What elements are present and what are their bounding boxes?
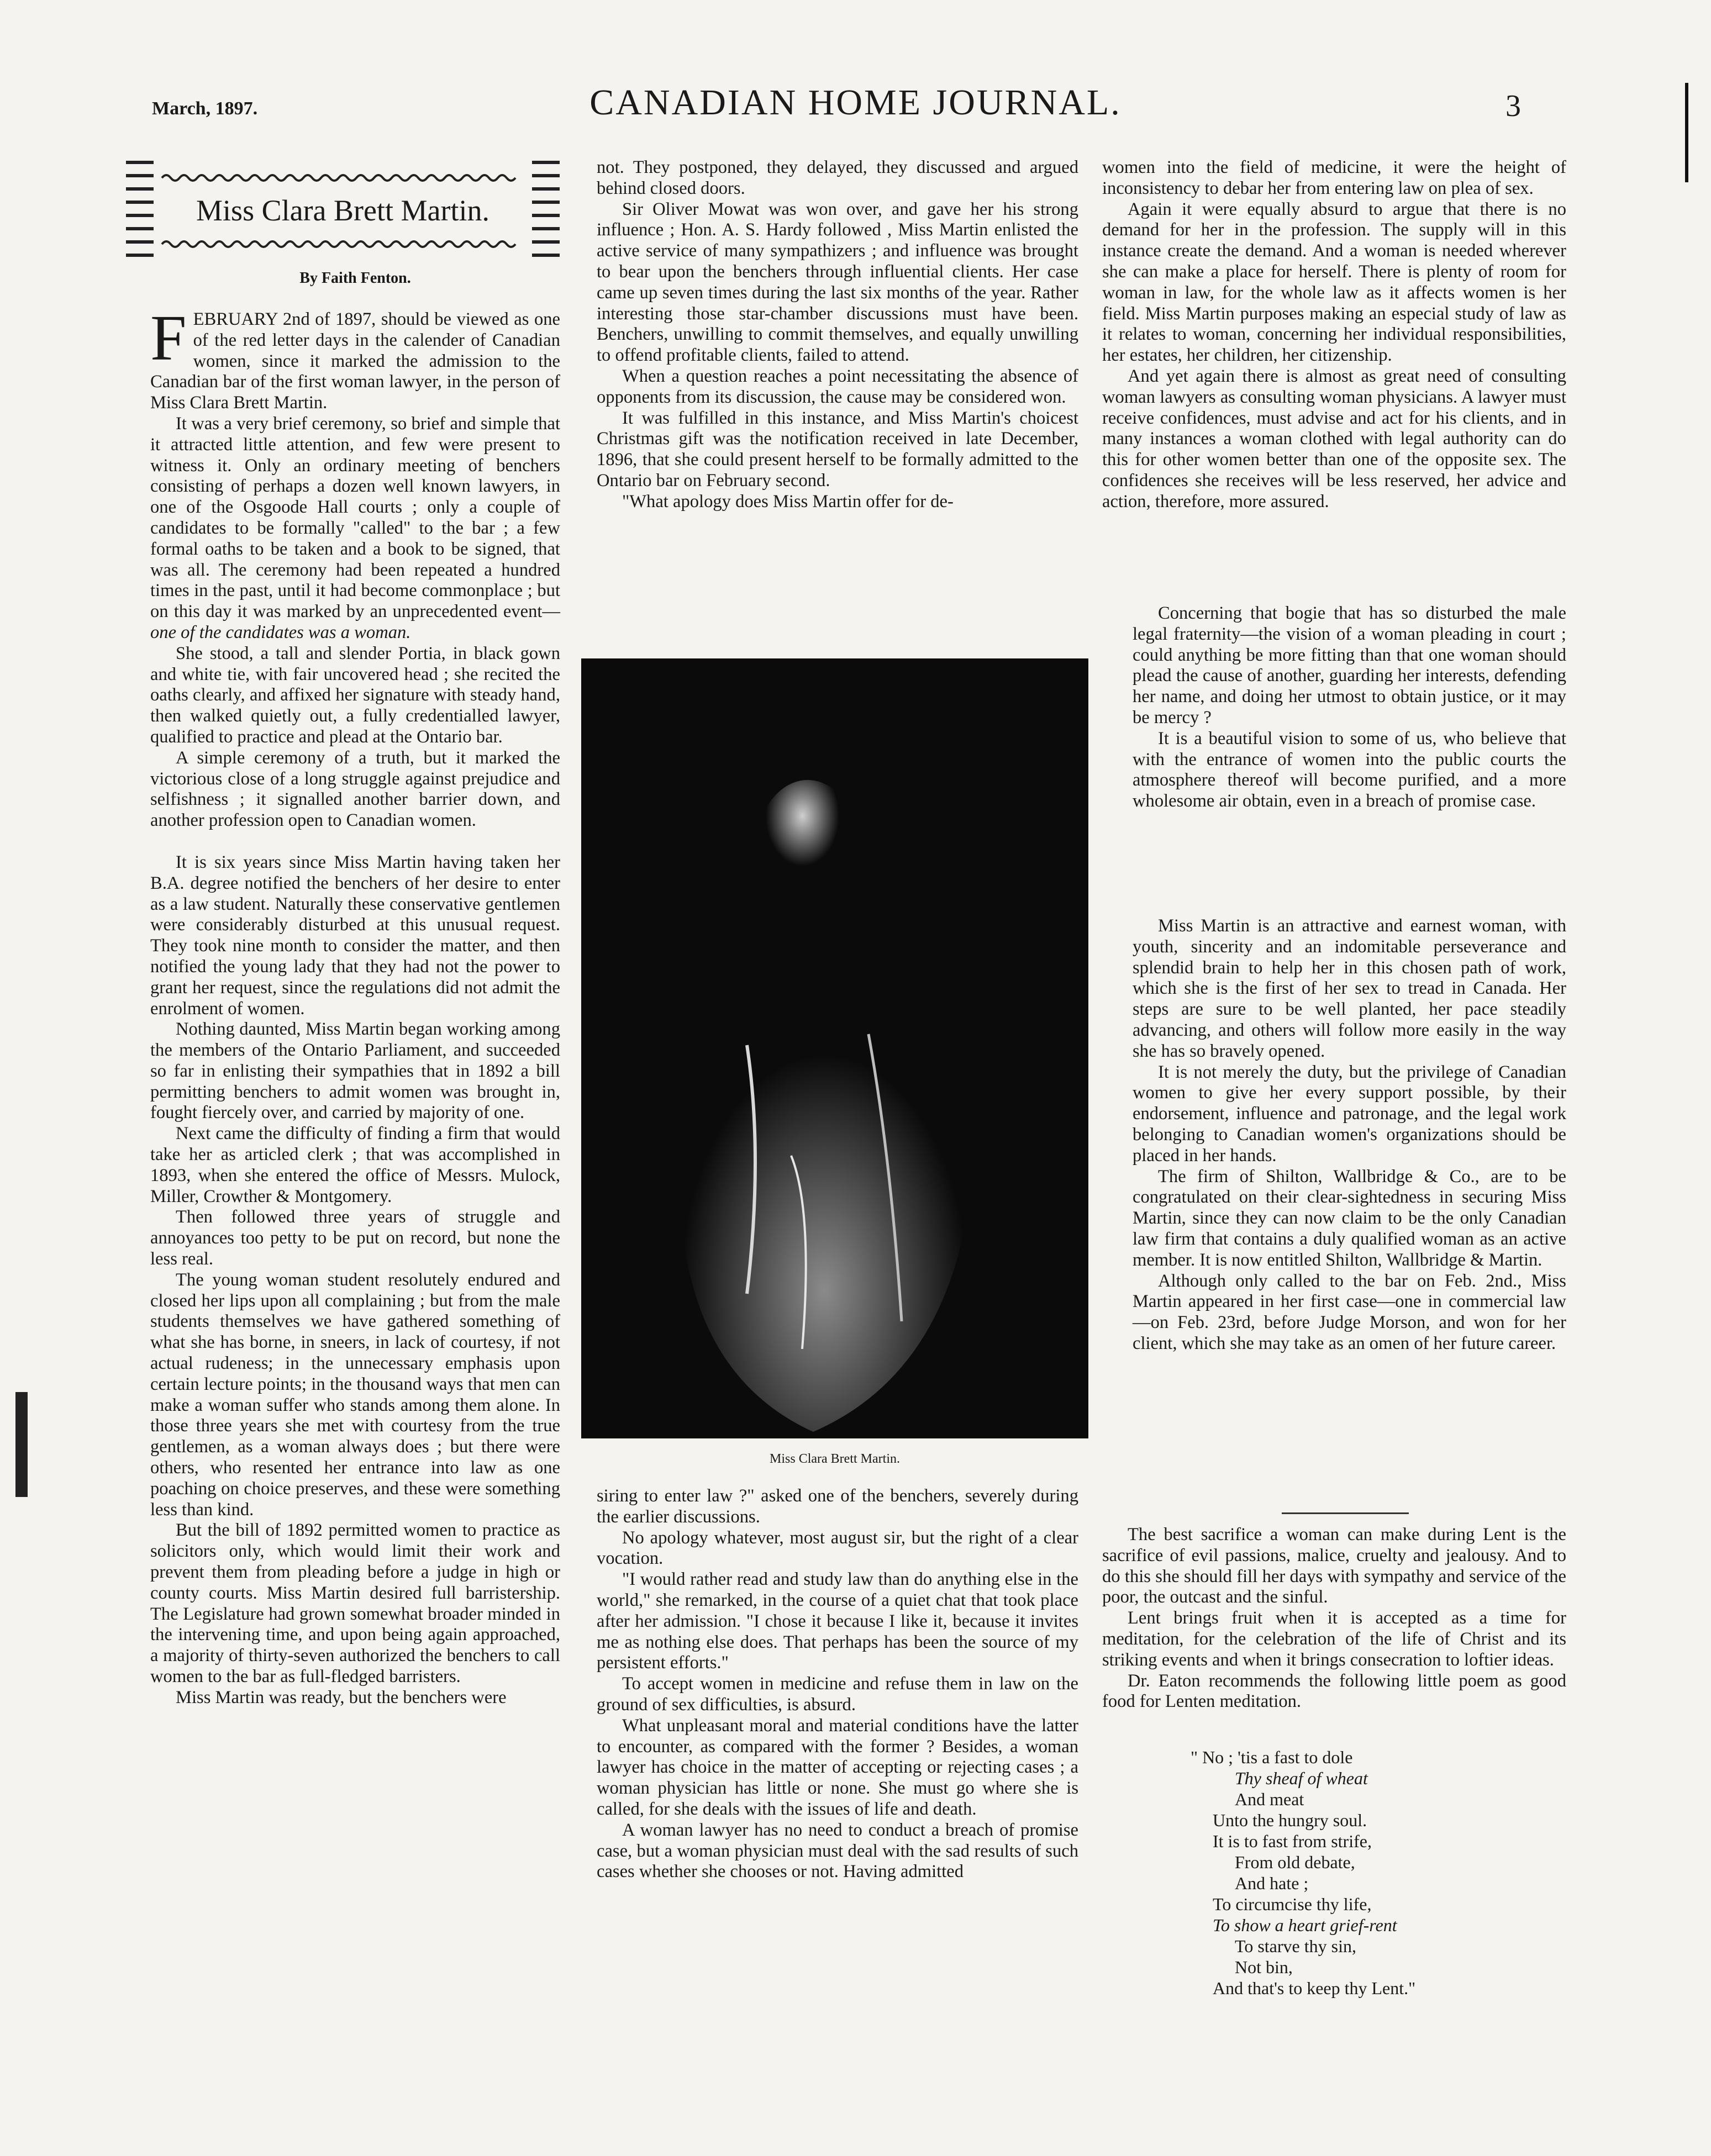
lent-paragraph: Lent brings fruit when it is accepted as a time for meditation, for the celebration of the life of Christ and its striking events and when it brings consecration to loftier ideas.: [1102, 1608, 1566, 1670]
article-paragraph: It was fulfilled in this instance, and Miss Martin's choicest Christmas gift was the notification received in late December, 1896, that she could present herself to be formally admitted to the Ontario bar on February second.: [597, 408, 1078, 491]
article-paragraph: The firm of Shilton, Wallbridge & Co., are to be congratulated on their clear-sightedness in securing Miss Martin, since they can now claim to be the only Canadian law firm that contains a duly qualified woman as an active member. It is now entitled Shilton, Wallbridge & Martin.: [1133, 1166, 1566, 1270]
poem-line: It is to fast from strife,: [1213, 1831, 1372, 1851]
section-divider: [1282, 1512, 1409, 1514]
article-paragraph: women into the field of medicine, it were the height of inconsistency to debar her from entering law on plea of sex.: [1102, 157, 1566, 198]
article-paragraph: It is a beautiful vision to some of us, who believe that with the entrance of women into the public courts the atmosphere thereof will become purified, and a more wholesome air obtain, even in a breach of promise case.: [1133, 728, 1566, 811]
article-paragraph: And yet again there is almost as great need of consulting woman lawyers as consulting woman physicians. A lawyer must receive confidences, must advise and act for his clients, and in many instances a woman clothed with legal authority can do this for other women better than one of the opposite sex. The confidences she receives will be less reserved, her advice and action, therefore, more assured.: [1102, 366, 1566, 512]
poem-line: Unto the hungry soul.: [1213, 1810, 1367, 1830]
article-paragraph: A woman lawyer has no need to conduct a breach of promise case, but a woman physician must deal with the sad results of such cases whether she chooses or not. Having admitted: [597, 1820, 1078, 1882]
article-paragraph: "What apology does Miss Martin offer for de-: [622, 491, 954, 512]
article-paragraph: Again it were equally absurd to argue that there is no demand for her in the profession. The supply will in this instance create the demand. And a woman is needed wherever she can make a place for herself. There is plenty of room for woman in law, for the whole law as it affects women is her field. Miss Martin purposes making an especial study of law as it relates to woman, concerning her individual responsibilities, her estates, her children, her citizenship.: [1102, 199, 1566, 366]
poem-line: Thy sheaf of wheat: [1235, 1768, 1368, 1788]
issue-date: March, 1897.: [152, 98, 258, 119]
article-paragraph: siring to enter law ?" asked one of the benchers, severely during the earlier discussions.: [597, 1486, 1078, 1527]
poem-line: From old debate,: [1235, 1852, 1355, 1872]
poem-line: And that's to keep thy Lent.": [1213, 1978, 1416, 1998]
article-paragraph: When a question reaches a point necessitating the absence of opponents from its discussion, the cause may be considered won.: [597, 366, 1078, 407]
article-paragraph: A simple ceremony of a truth, but it marked the victorious close of a long struggle against prejudice and selfishness ; it signalled another barrier down, and another profession open to Canadian women.: [150, 747, 560, 831]
article-paragraph: "I would rather read and study law than do anything else in the world," she remarked, in the course of a quiet chat that took place after her admission. "I chose it because I like it, because it invites me as nothing else does. That perhaps has been the source of my persistent efforts.": [597, 1569, 1078, 1673]
article-title: Miss Clara Brett Martin.: [196, 194, 489, 227]
article-paragraph: Nothing daunted, Miss Martin began working among the members of the Ontario Parliament, and succeeded so far in enlisting their sympathies that in 1892 a bill permitting benchers to admit women was brought in, fought fiercely over, and carried by majority of one.: [150, 1019, 560, 1123]
poem-line: To starve thy sin,: [1235, 1936, 1356, 1956]
article-paragraph: No apology whatever, most august sir, but the right of a clear vocation.: [597, 1527, 1078, 1569]
drop-cap: F: [150, 302, 187, 374]
poem-line: To circumcise thy life,: [1213, 1894, 1372, 1914]
article-paragraph: The young woman student resolutely endured and closed her lips upon all complaining ; but from the male students themselves we have gathered something of what she has borne, in sneers, in lack of courtesy, if not actual rudeness; in the unnecessary emphasis upon certain lecture points; in the thousand ways that men can make a woman suffer who stands among them alone. In those three years she met with courtesy from the true gentlemen, as a woman always does ; but there were others, who resented her entrance into law as one poaching on choice preserves, and these were something less than kind.: [150, 1269, 560, 1520]
article-paragraph: Then followed three years of struggle and annoyances too petty to be put on record, but none the less real.: [150, 1207, 560, 1269]
article-title-box: [123, 156, 562, 265]
article-column-2-bottom: [597, 1486, 1078, 1883]
lent-article: [1102, 1525, 1566, 1712]
article-paragraph: FEBRUARY 2nd of 1897, should be viewed as one of the red letter days in the calender of Canadian women, since it marked the admission to the Canadian bar of the first woman lawyer, in the person of Miss Clara Brett Martin.: [150, 302, 560, 413]
portrait-photo: [581, 658, 1088, 1438]
article-column-3-mid: [1133, 603, 1566, 812]
lent-paragraph: Dr. Eaton recommends the following little poem as good food for Lenten meditation.: [1102, 1670, 1566, 1712]
page-number: 3: [1505, 89, 1521, 123]
poem-line: And hate ;: [1235, 1873, 1309, 1893]
article-paragraph: To accept women in medicine and refuse them in law on the ground of sex difficulties, is absurd.: [597, 1674, 1078, 1715]
article-paragraph: Although only called to the bar on Feb. 2nd., Miss Martin appeared in her first case—one in commercial law—on Feb. 23rd, before Judge Morson, and won for her client, which she may take as an omen of her future career.: [1133, 1271, 1566, 1353]
article-paragraph: But the bill of 1892 permitted women to practice as solicitors only, which would limit their work and prevent them from pleading before a judge in high or county courts. Miss Martin desired full barristership. The Legislature had grown somewhat broader minded in the intervening time, and upon being again approached, a majority of thirty-seven authorized the benchers to call women to the bar as full-fledged barristers.: [150, 1520, 560, 1686]
article-column-1: [150, 302, 560, 1709]
portrait-figure-image: [581, 658, 1088, 1438]
poem-line: Not bin,: [1235, 1957, 1293, 1977]
article-paragraph: Next came the difficulty of finding a firm that would take her as articled clerk ; that was accomplished in 1893, when she entered the office of Messrs. Mulock, Miller, Crowther & Montgomery.: [150, 1124, 560, 1206]
article-paragraph: Miss Martin was ready, but the benchers were: [176, 1687, 507, 1707]
article-paragraph: It is six years since Miss Martin having taken her B.A. degree notified the benchers of her desire to enter as a law student. Naturally these conservative gentlemen were considerably disturbed at this unusual request. They took nine month to consider the matter, and then notified the young lady that they had not the power to grant her request, since the regulations did not admit the enrolment of women.: [150, 852, 560, 1019]
article-paragraph: Sir Oliver Mowat was won over, and gave her his strong influence ; Hon. A. S. Hardy followed , Miss Martin enlisted the active service of many sympathizers ; and influence was brought to bear upon the benchers through influential clients. Her case came up seven times during the last six months of the year. Rather interesting those star-chamber discussions must have been. Benchers, unwilling to commit themselves, and equally unwilling to offend profitable clients, failed to attend.: [597, 199, 1078, 366]
photo-caption: Miss Clara Brett Martin.: [770, 1452, 900, 1466]
byline: By Faith Fenton.: [299, 270, 411, 287]
article-column-3-lower: [1133, 916, 1566, 1354]
article-column-2-top: [597, 157, 1078, 513]
article-paragraph: Concerning that bogie that has so disturbed the male legal fraternity—the vision of a woman pleading in court ; could anything be more fitting than that one woman should plead the cause of another, guarding her interests, defending her name, and doing her utmost to obtain justice, or it may be mercy ?: [1133, 603, 1566, 728]
article-paragraph: not. They postponed, they delayed, they discussed and argued behind closed doors.: [597, 157, 1078, 198]
article-paragraph: Miss Martin is an attractive and earnest woman, with youth, sincerity and an indomitable perseverance and splendid brain to help her in this chosen path of work, which she is the first of her sex to tread in Canada. Her steps are sure to be well planted, her pace steadily advancing, and others will follow more easily in the way she has so bravely opened.: [1133, 916, 1566, 1061]
lent-paragraph: The best sacrifice a woman can make during Lent is the sacrifice of evil passions, malice, cruelty and jealousy. And to do this she should fill her days with sympathy and service of the poor, the outcast and the sinful.: [1102, 1525, 1566, 1607]
poem-line: To show a heart grief-rent: [1213, 1915, 1397, 1935]
scan-binding-mark: [15, 1392, 28, 1497]
article-paragraph: It was a very brief ceremony, so brief and simple that it attracted little attention, and few were present to witness it. Only an ordinary meeting of benchers consisting of perhaps a dozen well known lawyers, in one of the Osgoode Hall courts ; only a couple of candidates to be formally "called" to the bar ; a few formal oaths to be taken and a book to be signed, that was all. The ceremony had been repeated a hundred times in the past, until it had become commonplace ; but on this day it was marked by an unprecedented event—one of the candidates was a woman.: [150, 413, 560, 642]
journal-title: CANADIAN HOME JOURNAL.: [589, 82, 1122, 123]
article-column-3-top: [1102, 157, 1566, 513]
scan-edge-mark: [1685, 83, 1688, 182]
poem-line: " No ; 'tis a fast to dole: [1191, 1747, 1353, 1767]
poem-line: And meat: [1235, 1789, 1304, 1809]
lenten-poem: [1191, 1747, 1415, 1999]
article-paragraph: What unpleasant moral and material conditions have the latter to encounter, as compared with the former ? Besides, a woman lawyer has choice in the matter of accepting or rejecting cases ; a woman physician has little or none. She must go where she is called, for she deals with the issues of life and death.: [597, 1715, 1078, 1819]
article-paragraph: She stood, a tall and slender Portia, in black gown and white tie, with fair uncovered head ; she recited the oaths clearly, and affixed her signature with steady hand, then walked quietly out, a fully credentialled lawyer, qualified to practice and plead at the Ontario bar.: [150, 643, 560, 747]
article-paragraph: It is not merely the duty, but the privilege of Canadian women to give her every support possible, by their endorsement, influence and patronage, and the legal work belonging to Canadian women's organizations should be placed in her hands.: [1133, 1062, 1566, 1166]
